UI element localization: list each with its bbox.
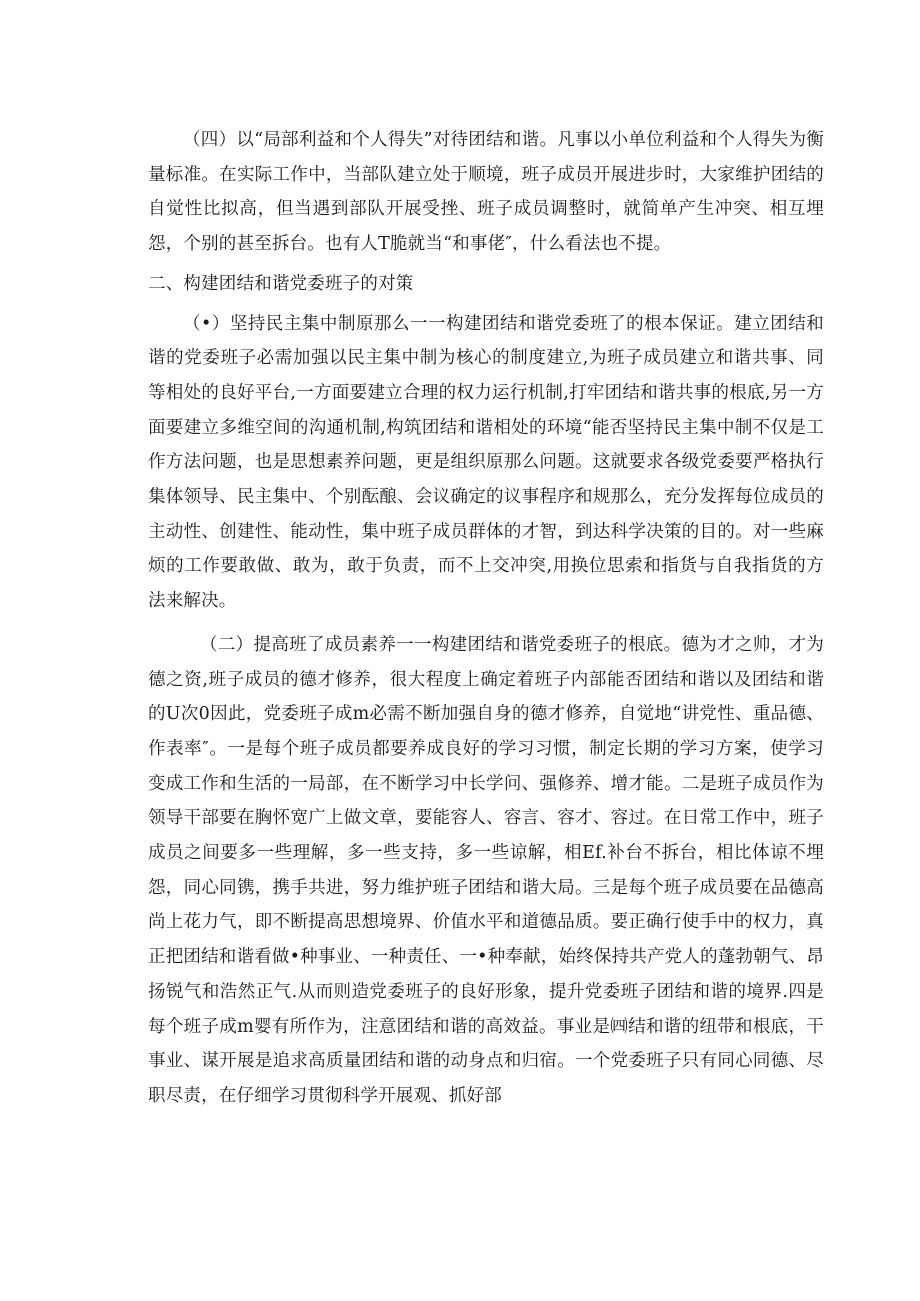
paragraph-section-four: （四）以“局部利益和个人得失”对待团结和谐。凡事以小单位利益和个人得失为衡量标准。在实际工作中，当部队建立处于顺境，班子成员开展进步时，大家维护团结的自觉性比拟高，但当遇到部队开展受挫、班子成员调整时，就简单产生冲突、相互埋怨，个别的甚至拆台。也有人T脆就当“和事佬″，什么看法也不提。	[148, 130, 824, 255]
section-two-heading: 二、构建团结和谐党委班子的对策	[148, 273, 414, 294]
document-page	[148, 123, 824, 1114]
paragraph-item-one: （•）坚持民主集中制原那么一一构建团结和谐党委班了的根本保证。建立团结和谐的党委班子必需加强以民主集中制为核心的制度建立,为班子成员建立和谐共事、同等相处的良好平台,一方面要建立合理的权力运行机制,打牢团结和谐共事的根底,另一方面要建立多维空间的沟通机制,构筑团结和谐相处的环境“能否坚持民主集中制不仅是工作方法问题，也是思想素养问题，更是组织原那么问题。这就要求各级党委要严格执行集体领导、民主集中、个别酝酿、会议确定的议事程序和规那么，充分发挥每位成员的主动性、创建性、能动性，集中班子成员群体的才智，到达科学决策的目的。对一些麻烦的工作要敢做、敢为，敢于负责，而不上交冲突,用换位思索和指货与自我指货的方法来解决。	[148, 313, 824, 612]
paragraph-item-two: （二）提高班了成员素养一一构建团结和谐党委班子的根底。德为才之帅，才为德之资,班子成员的德才修养，很大程度上确定着班子内部能否团结和谐以及团结和谐的U次0因此，党委班子成m必需不断加强自身的德才修养，自觉地“讲党性、重品德、作表率″。一是每个班子成员都要养成良好的学习习惯，制定长期的学习方案，使学习变成工作和生活的一局部，在不断学习中长学问、强修养、增才能。二是班子成员作为领导干部要在胸怀宽广上做文章，要能容人、容言、容才、容过。在日常工作中，班子成员之间要多一些理解，多一些支持，多一些谅解，相Ef.补台不拆台，相比体谅不埋怨，同心同镌，携手共进，努力维护班子团结和谐大局。三是每个班子成员要在品德高尚上花力气，即不断提高思想境界、价值水平和道德品质。要正确行使手中的权力，真正把团结和谐看做•种事业、一种责任、一•种奉献，始终保持共产党人的蓬勃朝气、昂扬锐气和浩然正气.从而则造党委班子的良好形象，提升党委班子团结和谐的境界.四是每个班子成m婴有所作为，注意团结和谐的高效益。事业是㈣结和谐的纽带和根底，干事业、谋开展是追求高质量团结和谐的动身点和归宿。一个党委班子只有同心同德、尽职尽责，在仔细学习贯彻科学开展观、抓好部	[148, 634, 824, 1106]
